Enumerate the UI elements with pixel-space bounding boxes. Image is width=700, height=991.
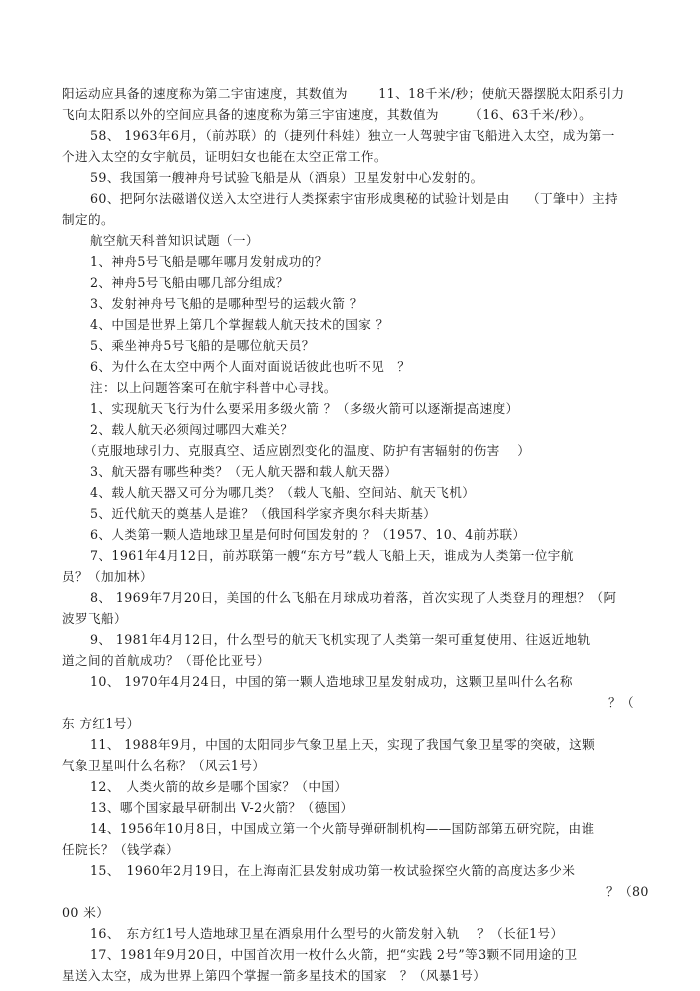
section-heading: 航空航天科普知识试题（一） — [90, 233, 259, 248]
text-line: 17、1981年9月20日，中国首次用一枚什么火箭，把“实践 2号”等3颗不同用途的卫 — [90, 947, 578, 962]
text-line: 7、1961年4月12日，前苏联第一艘“东方号”载人飞船上天，谁成为人类第一位宇航 — [90, 548, 574, 563]
text-line: 2、神舟5号飞船由哪几部分组成？ — [90, 275, 289, 290]
text-line: 员？（加加林） — [62, 569, 153, 584]
text-line: 制定的。 — [62, 212, 114, 227]
text-line: 波罗飞船） — [62, 611, 127, 626]
text-line: 2、载人航天必须闯过哪四大难关？ — [90, 422, 294, 437]
text-line: 10、 1970年4月24日，中国的第一颗人造地球卫星发射成功，这颗卫星叫什么名称 — [90, 674, 573, 689]
text-line: 5、近代航天的奠基人是谁？（俄国科学家齐奥尔科夫斯基） — [90, 506, 437, 521]
text-line: 个进入太空的女宇航员，证明妇女也能在太空正常工作。 — [62, 149, 387, 164]
text-line: 9、 1981年4月12日，什么型号的航天飞机实现了人类第一架可重复使用、往返近地轨 — [90, 632, 591, 647]
text-line: （克服地球引力、克服真空、适应剧烈变化的温度、防护有害辐射的伤害 ） — [84, 443, 531, 458]
text-line: 58、 1963年6月，（前苏联）的（捷列什科娃）独立一人驾驶宇宙飞船进入太空，成为第一 — [90, 128, 615, 143]
text-line: ？（ — [608, 695, 634, 710]
note-line: 注：以上问题答案可在航宇科普中心寻找。 — [90, 380, 337, 395]
text-line: 00 米） — [62, 905, 110, 920]
text-line: 6、为什么在太空中两个人面对面说话彼此也听不见 ？ — [90, 359, 411, 374]
text-line: 6、人类第一颗人造地球卫星是何时何国发射的 ？（1957、10、4前苏联） — [90, 527, 526, 542]
text-line: 星送入太空，成为世界上第四个掌握一箭多星技术的国家 ？（风暴1号） — [62, 968, 487, 983]
text-line: 道之间的首航成功？（哥伦比亚号） — [62, 653, 270, 668]
text-line: 3、航天器有哪些种类？（无人航天器和载人航天器） — [90, 464, 398, 479]
text-line: 60、把阿尔法磁谱仪送入太空进行人类探索宇宙形成奥秘的试验计划是由 （丁肇中）主持 — [90, 191, 618, 206]
text-line: 任院长？（钱学森） — [62, 842, 179, 857]
text-line: 12、 人类火箭的故乡是哪个国家？（中国） — [90, 779, 348, 794]
text-line: 阳运动应具备的速度称为第二宇宙速度，其数值为 11、18千米/秒；使航天器摆脱太阳系引力 — [62, 86, 625, 101]
text-line: 5、乘坐神舟5号飞船的是哪位航天员？ — [90, 338, 315, 353]
text-line: 11、 1988年9月，中国的太阳同步气象卫星上天，实现了我国气象卫星零的突破，这颗 — [90, 737, 596, 752]
text-line: 4、载人航天器又可分为哪几类？（载人飞船、空间站、航天飞机） — [90, 485, 476, 500]
text-line: 14、1956年10月8日，中国成立第一个火箭导弹研制机构——国防部第五研究院，由谁 — [90, 821, 595, 836]
text-line: 3、发射神舟号飞船的是哪种型号的运载火箭 ？ — [90, 296, 363, 311]
text-line: 飞向太阳系以外的空间应具备的速度称为第三宇宙速度，其数值为 （16、63千米/秒）。 — [62, 107, 593, 122]
text-line: 8、 1969年7月20日，美国的什么飞船在月球成功着落，首次实现了人类登月的理想？（阿 — [90, 590, 617, 605]
text-line: 59、我国第一艘神舟号试验飞船是从（酒泉）卫星发射中心发射的。 — [90, 170, 484, 185]
text-line: 气象卫星叫什么名称？（风云1号） — [62, 758, 266, 773]
text-line: 4、中国是世界上第几个掌握载人航天技术的国家 ？ — [90, 317, 389, 332]
text-line: 东 方红1号） — [62, 716, 140, 731]
text-line: 15、 1960年2月19日，在上海南汇县发射成功第一枚试验探空火箭的高度达多少米 — [90, 863, 576, 878]
text-line: 1、实现航天飞行为什么要采用多级火箭 ？（多级火箭可以逐渐提高速度） — [90, 401, 519, 416]
text-line: 16、 东方红1号人造地球卫星在酒泉用什么型号的火箭发射入轨 ？（长征1号） — [90, 926, 564, 941]
text-line: ？（80 — [606, 884, 649, 899]
text-line: 1、神舟5号飞船是哪年哪月发射成功的？ — [90, 254, 328, 269]
text-line: 13、哪个国家最早研制出 V-2火箭？（德国） — [90, 800, 354, 815]
